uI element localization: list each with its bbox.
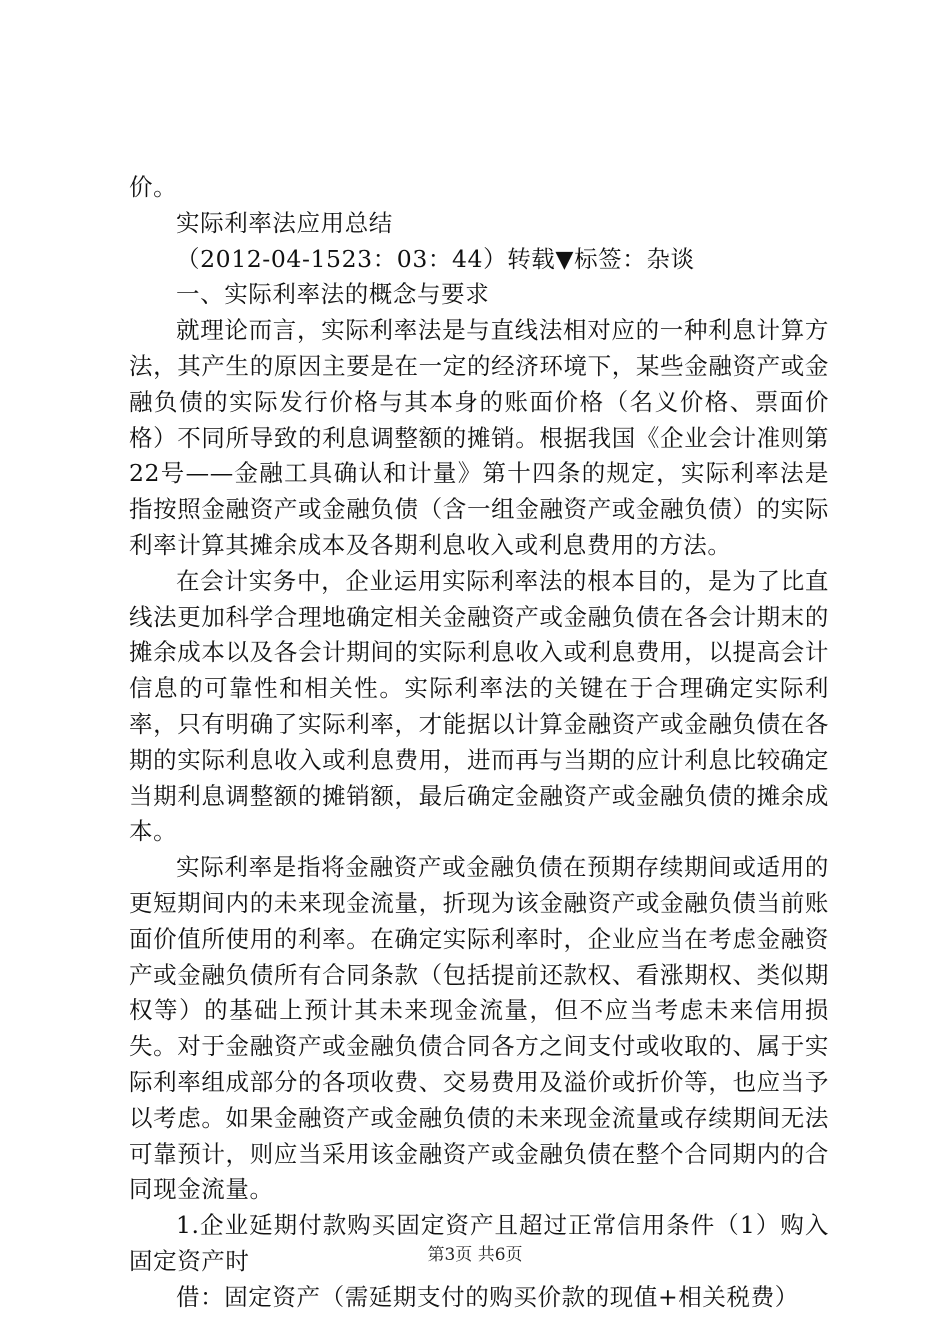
document-body (129, 170, 829, 1316)
paragraph: 实际利率是指将金融资产或金融负债在预期存续期间或适用的更短期间内的未来现金流量，折现为该金融资产或金融负债当前账面价值所使用的利率。在确定实际利率时，企业应当在考虑金融资产或金融负债所有合同条款（包括提前还款权、看涨期权、类似期权等）的基础上预计其未来现金流量，但不应当考虑未来信用损失。对于金融资产或金融负债合同各方之间支付或收取的、属于实际利率组成部分的各项收费、交易费用及溢价或折价等，也应当予以考虑。如果金融资产或金融负债的未来现金流量或存续期间无法可靠预计，则应当采用该金融资产或金融负债在整个合同期内的合同现金流量。 (129, 853, 829, 1204)
journal-entry-line: 借：固定资产（需延期支付的购买价款的现值+相关税费） (176, 1282, 799, 1311)
post-meta: （2012-04-1523：03：44）转载▼标签：杂谈 (176, 244, 695, 273)
section-heading: 一、实际利率法的概念与要求 (176, 280, 490, 309)
paragraph: 在会计实务中，企业运用实际利率法的根本目的，是为了比直线法更加科学合理地确定相关金融资产或金融负债在各会计期末的摊余成本以及各会计期间的实际利息收入或利息费用，以提高会计信息的可靠性和相关性。实际利率法的关键在于合理确定实际利率，只有明确了实际利率，才能据以计算金融资产或金融负债在各期的实际利息收入或利息费用，进而再与当期的应计利息比较确定当期利息调整额的摊销额，最后确定金融资产或金融负债的摊余成本。 (129, 566, 829, 846)
paragraph: 就理论而言，实际利率法是与直线法相对应的一种利息计算方法，其产生的原因主要是在一定的经济环境下，某些金融资产或金融负债的实际发行价格与其本身的账面价格（名义价格、票面价格）不同所导致的利息调整额的摊销。根据我国《企业会计准则第22号——金融工具确认和计量》第十四条的规定，实际利率法是指按照金融资产或金融负债（含一组金融资产或金融负债）的实际利率计算其摊余成本及各期利息收入或利息费用的方法。 (129, 316, 829, 559)
continuation-text: 价。 (129, 173, 178, 201)
numbered-item: 1.企业延期付款购买固定资产且超过正常信用条件（1）购入固定资产时 (129, 1211, 829, 1275)
article-title: 实际利率法应用总结 (176, 208, 393, 237)
page-number-footer: 第3页 共6页 (427, 1245, 523, 1265)
